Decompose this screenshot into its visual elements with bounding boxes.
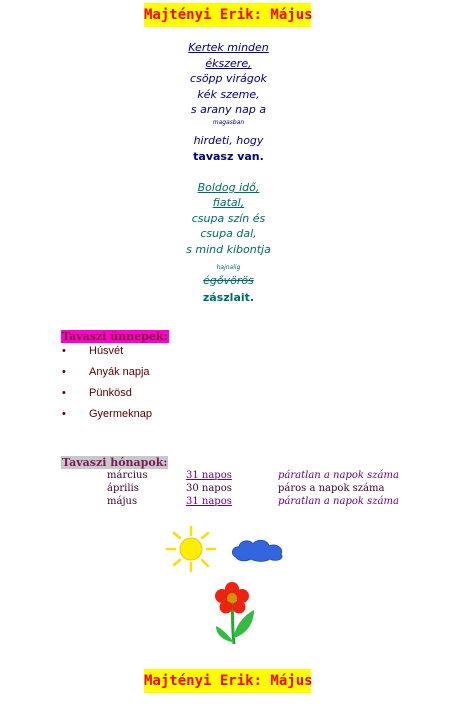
months-heading: Tavaszi hónapok: [62,456,168,469]
poem-line: fiatal, [212,196,245,209]
bullet-icon: • [62,408,66,420]
note-cell: páratlan a napok száma [278,470,399,481]
table-row [0,469,457,482]
sun-icon [163,525,219,573]
poem-line: égővörös [203,274,254,287]
poem-line: tavasz van. [193,150,264,163]
poem-line: zászlait. [202,291,255,304]
note-cell: páratlan a napok száma [278,496,399,507]
month-cell: március [107,470,148,481]
poem-line: hajnalig [216,264,241,271]
bullet-icon: • [62,366,66,378]
list-item: • Gyermeknap [62,408,152,420]
note-cell: páros a napok száma [278,483,385,494]
flower-icon [212,580,256,646]
page-title: Majtényi Erik: Május [144,3,311,27]
poem-line: Kertek minden [188,41,269,54]
poem-line: Boldog idő, [197,181,260,194]
poem-line: csupa dal, [200,227,257,240]
month-cell: április [107,483,139,494]
holidays-heading: Tavaszi ünnepek: [62,330,168,343]
days-cell: 30 napos [186,483,232,494]
poem-line: csupa szín és [191,212,266,225]
poem-line: s mind kibontja [186,243,271,256]
page-footer-title: Majtényi Erik: Május [144,669,311,693]
table-row [0,482,457,495]
poem-line: csöpp virágok [190,72,267,85]
poem-line: magasban [212,119,245,126]
cloud-icon [230,537,286,563]
list-item: • Húsvét [62,345,124,357]
bullet-icon: • [62,345,66,357]
month-cell: május [107,496,138,507]
list-item: • Anyák napja [62,366,150,378]
poem-line: s arany nap a [190,103,267,116]
bullet-icon: • [62,387,66,399]
table-row [0,495,457,508]
poem-line: hirdeti, hogy [193,134,264,147]
holidays-list [62,343,152,427]
days-cell: 31 napos [186,470,232,481]
list-item: • Pünkösd [62,387,132,399]
poem-line: ékszere, [205,57,252,70]
poem-line: kék szeme, [197,88,260,101]
days-cell: 31 napos [186,496,232,507]
